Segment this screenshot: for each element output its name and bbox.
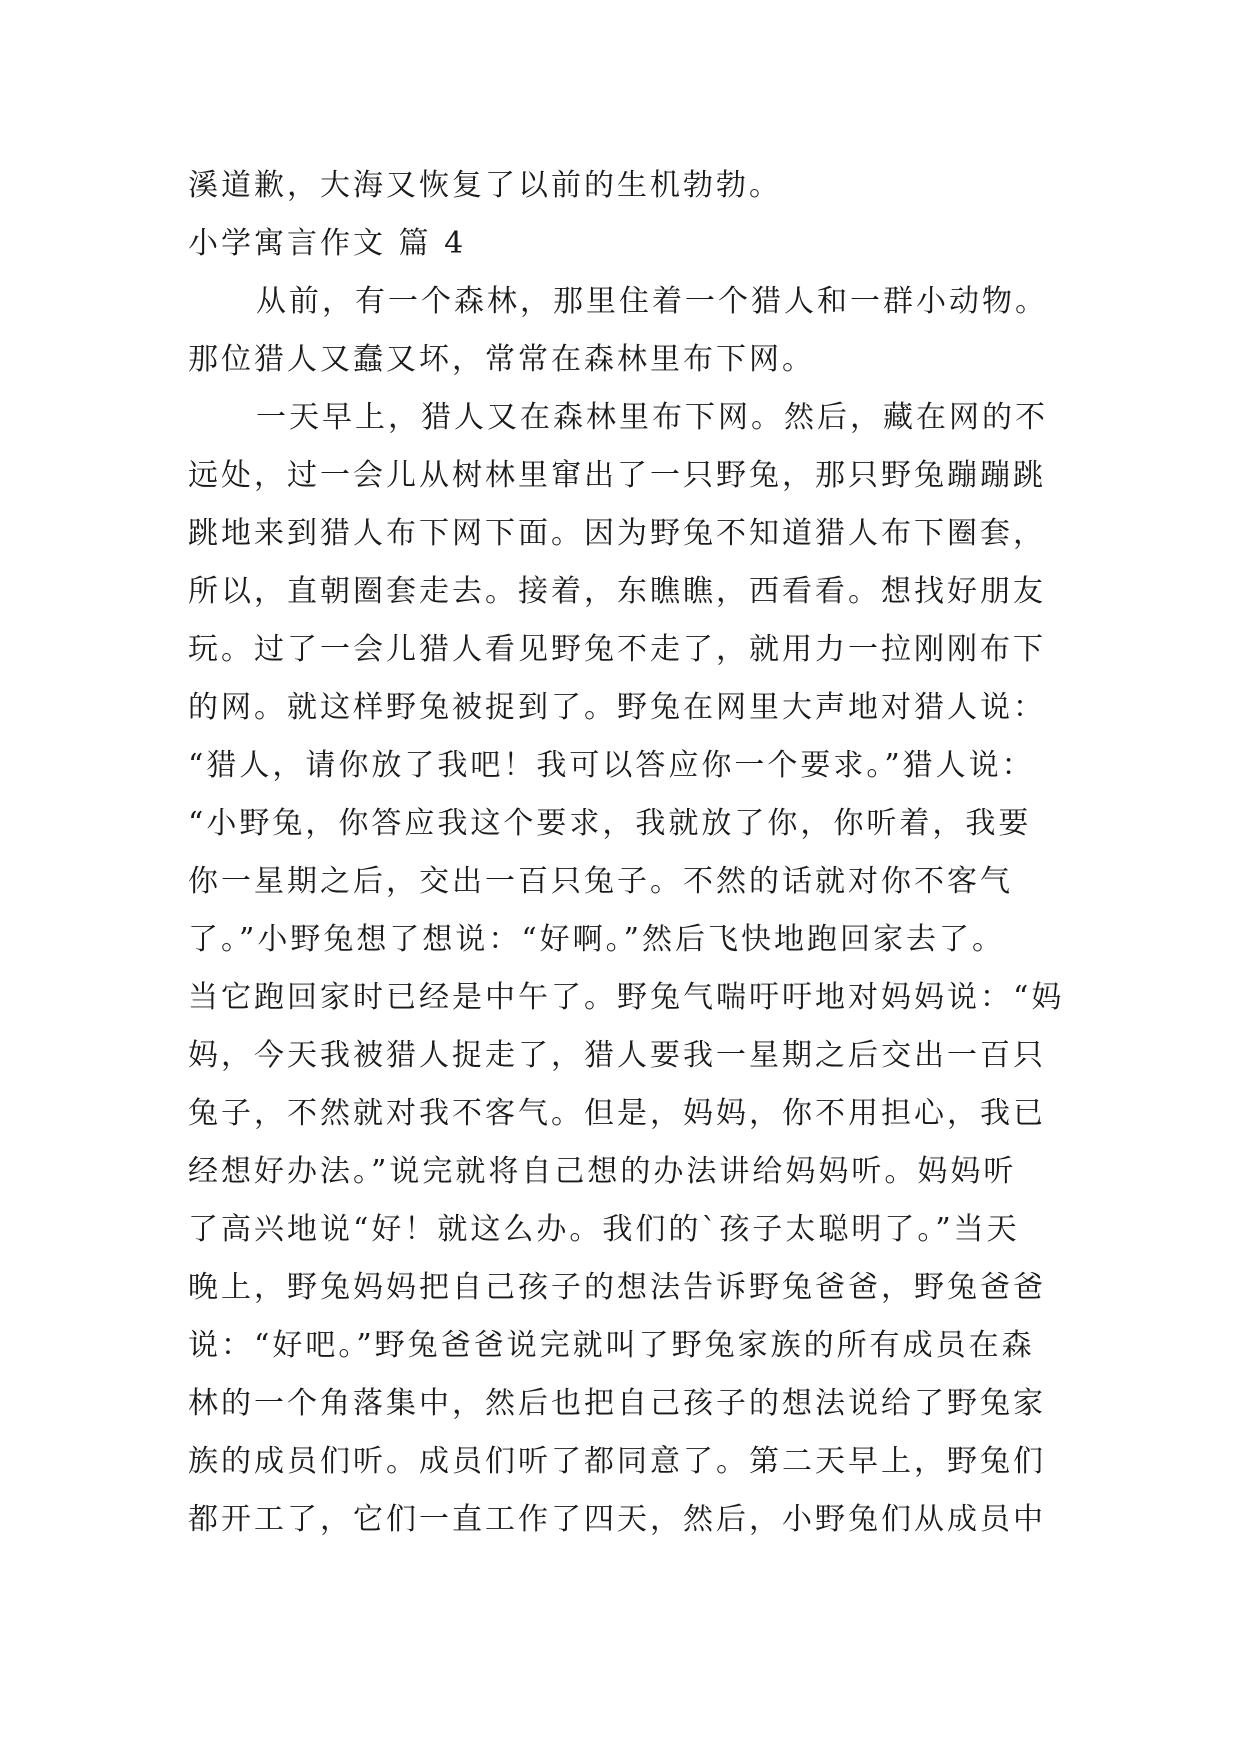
paragraph-2-line-7: “猎人，请你放了我吧！我可以答应你一个要求。”猎人说： [188,748,1035,783]
paragraph-2-line-1: 一天早上，猎人又在森林里布下网。然后，藏在网的不 [256,400,1048,435]
paragraph-1-line-2: 那位猎人又蠢又坏，常常在森林里布下网。 [188,342,815,377]
paragraph-2-line-15: 了高兴地说“好！就这么办。我们的`孩子太聪明了。”当天 [188,1212,1020,1247]
paragraph-2-line-19: 族的成员们听。成员们听了都同意了。第二天早上，野兔们 [188,1444,1046,1479]
paragraph-2-line-5: 玩。过了一会儿猎人看见野兔不走了，就用力一拉刚刚布下 [188,632,1046,667]
paragraph-2-line-4: 所以，直朝圈套走去。接着，东瞧瞧，西看看。想找好朋友 [188,574,1046,609]
paragraph-2-line-20: 都开工了，它们一直工作了四天，然后，小野兔们从成员中 [188,1502,1046,1537]
paragraph-2-line-11: 当它跑回家时已经是中午了。野兔气喘吁吁地对妈妈说：“妈 [188,980,1065,1015]
paragraph-2-line-2: 远处，过一会儿从树林里窜出了一只野兔，那只野兔蹦蹦跳 [188,458,1046,493]
paragraph-2-line-17: 说：“好吧。”野兔爸爸说完就叫了野兔家族的所有成员在森 [188,1328,1035,1363]
paragraph-2-line-12: 妈，今天我被猎人捉走了，猎人要我一星期之后交出一百只 [188,1038,1046,1073]
paragraph-2-line-9: 你一星期之后，交出一百只兔子。不然的话就对你不客气 [188,864,1013,899]
paragraph-2-line-8: “小野兔，你答应我这个要求，我就放了你，你听着，我要 [188,806,1032,841]
paragraph-2-line-16: 晚上，野兔妈妈把自己孩子的想法告诉野兔爸爸，野兔爸爸 [188,1270,1046,1305]
paragraph-2-line-3: 跳地来到猎人布下网下面。因为野兔不知道猎人布下圈套， [188,516,1046,551]
paragraph-2-line-14: 经想好办法。”说完就将自己想的办法讲给妈妈听。妈妈听 [188,1154,1017,1189]
paragraph-2-line-6: 的网。就这样野兔被捉到了。野兔在网里大声地对猎人说： [188,690,1046,725]
section-heading: 小学寓言作文 篇 4 [188,226,467,261]
paragraph-2-line-13: 兔子，不然就对我不客气。但是，妈妈，你不用担心，我已 [188,1096,1046,1131]
paragraph-2-line-18: 林的一个角落集中，然后也把自己孩子的想法说给了野兔家 [188,1386,1046,1421]
paragraph-1-line-1: 从前，有一个森林，那里住着一个猎人和一群小动物。 [256,284,1048,319]
text-line-1: 溪道歉，大海又恢复了以前的生机勃勃。 [188,168,782,203]
paragraph-2-line-10: 了。”小野兔想了想说：“好啊。”然后飞快地跑回家去了。 [188,922,1006,957]
